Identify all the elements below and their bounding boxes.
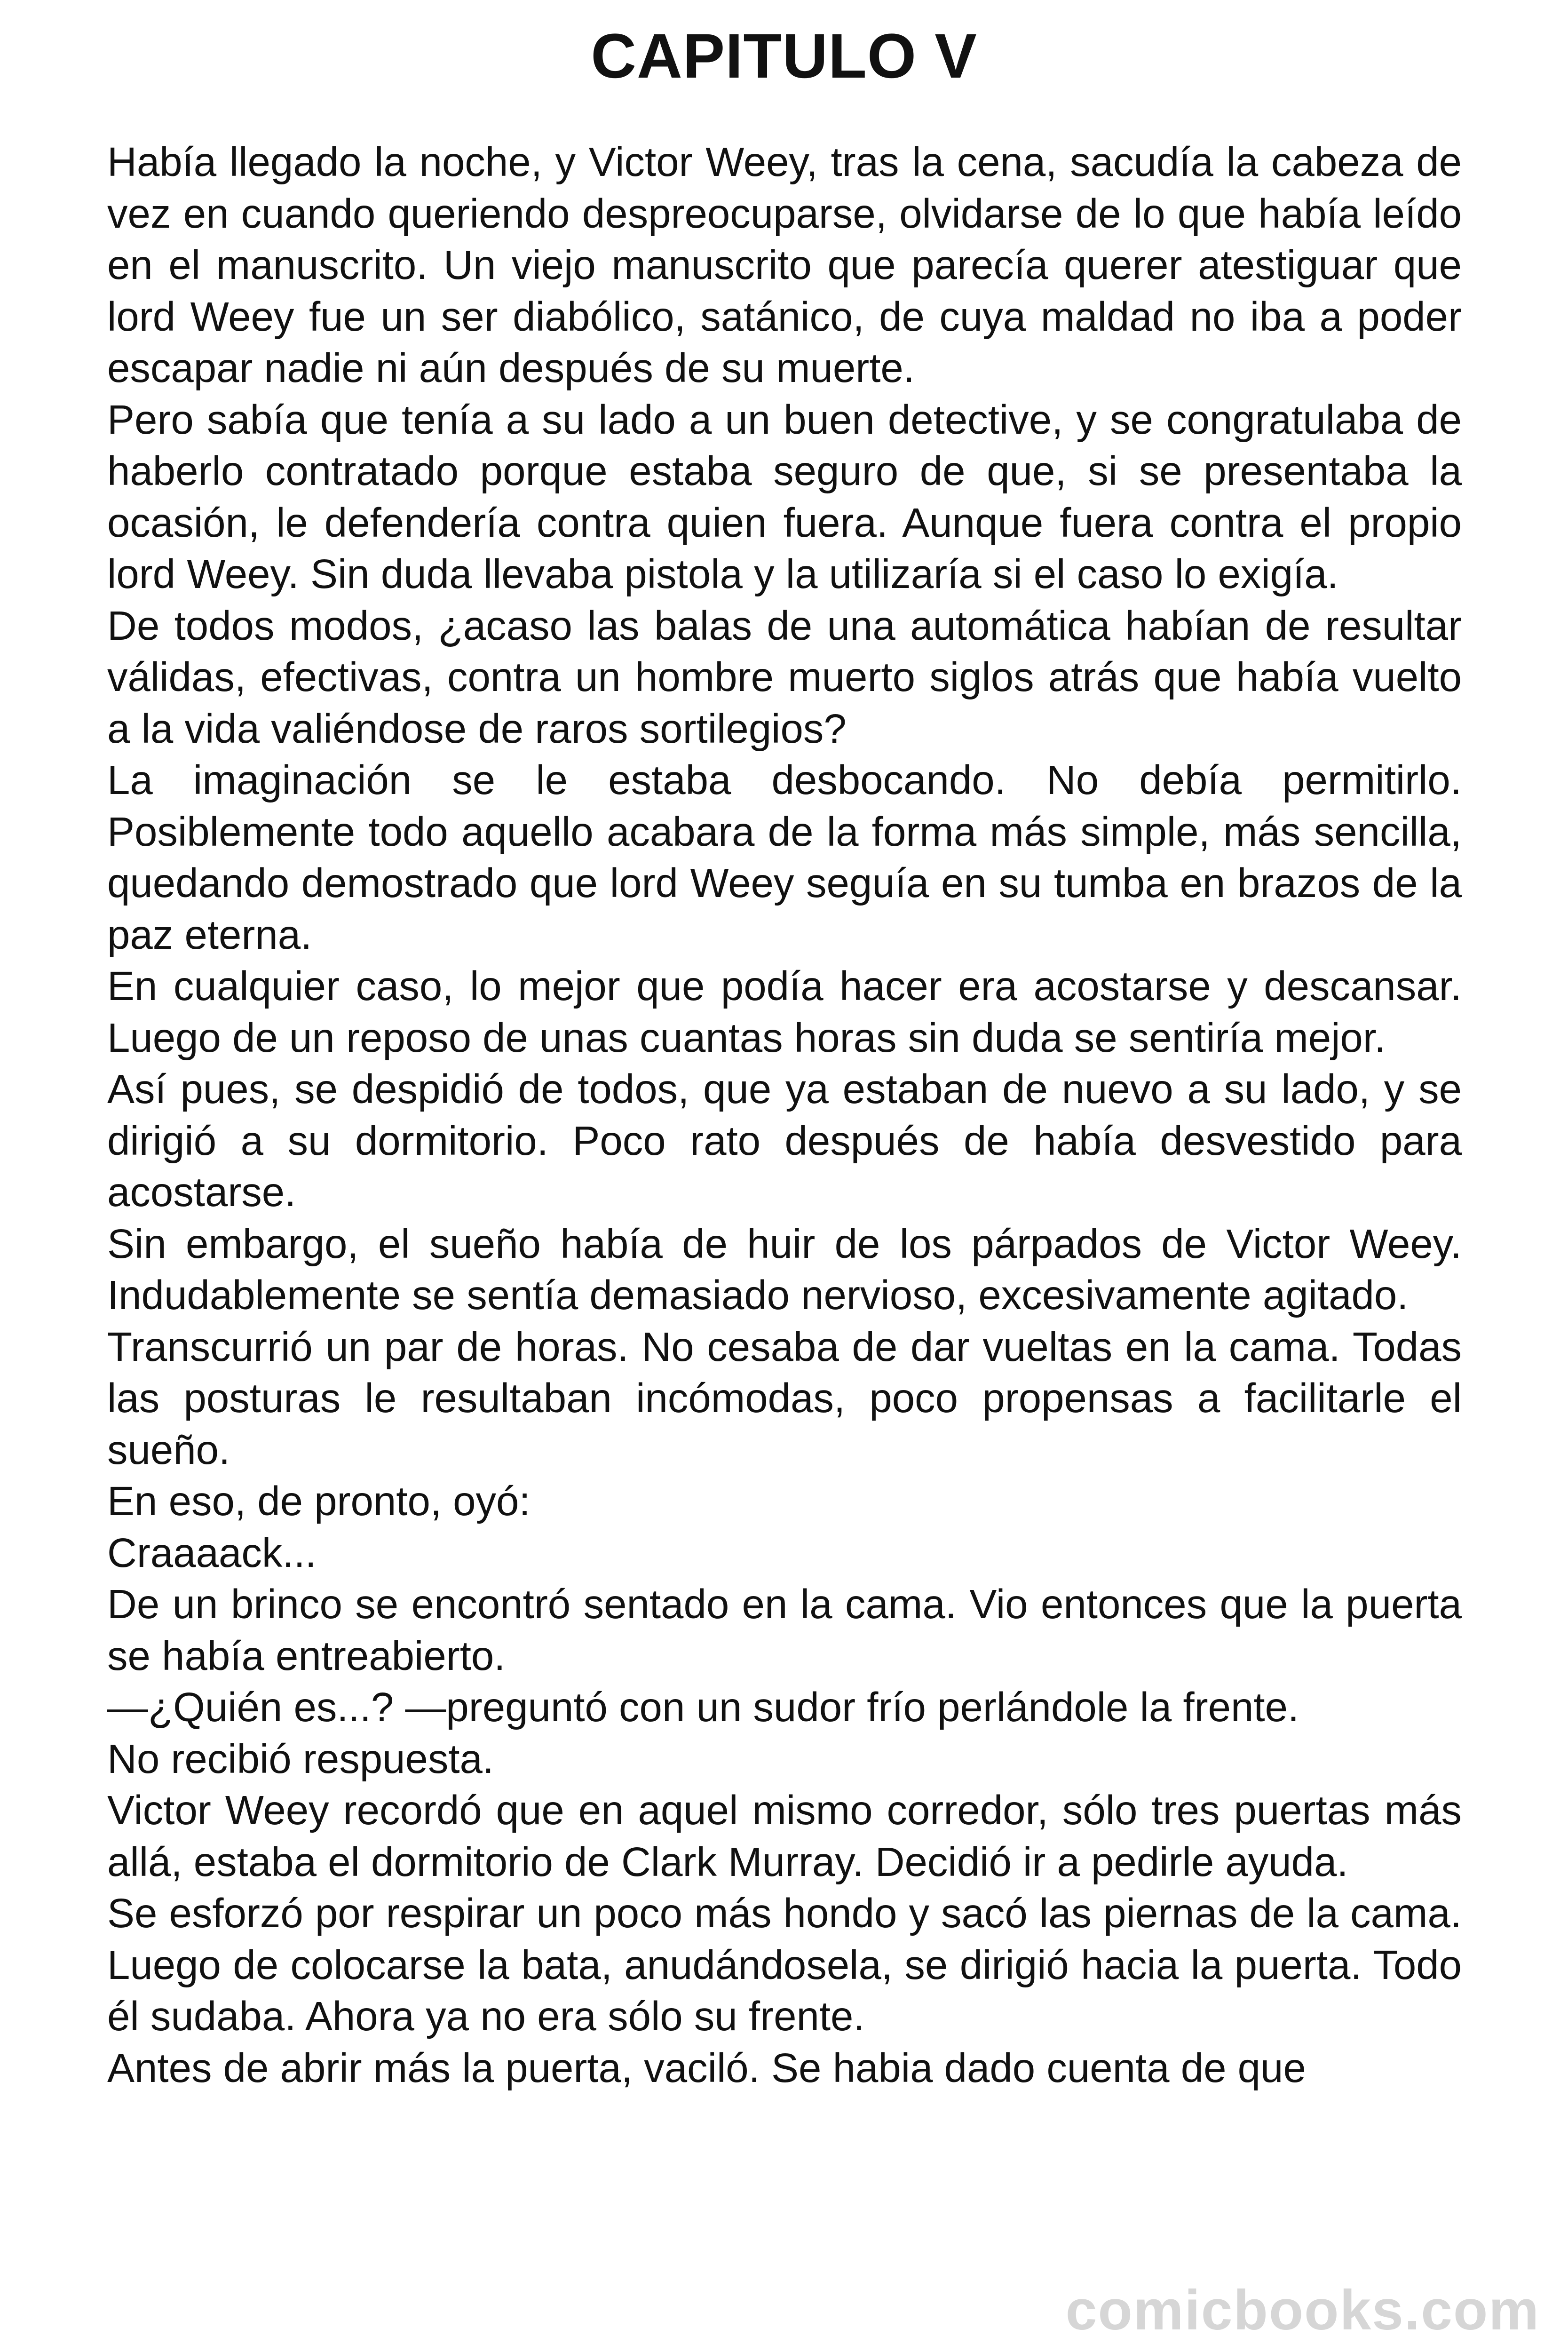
paragraph: De un brinco se encontró sentado en la cama. Vio entonces que la puerta se había entreabierto. bbox=[107, 1581, 1462, 1679]
paragraph: La imaginación se le estaba desbocando. No debía permitirlo. Posiblemente todo aquello acabara de la forma más simple, más sencilla, quedando demostrado que lord Weey seguía en su tumba en brazos de la paz eterna. bbox=[107, 757, 1462, 958]
paragraph: Sin embargo, el sueño había de huir de los párpados de Victor Weey. Indudablemente se sentía demasiado nervioso, excesivamente agitado. bbox=[107, 1221, 1462, 1318]
paragraph: En eso, de pronto, oyó: bbox=[107, 1478, 531, 1524]
paragraph: No recibió respuesta. bbox=[107, 1736, 494, 1782]
paragraph: Craaaack... bbox=[107, 1530, 317, 1576]
paragraph: Había llegado la noche, y Victor Weey, tras la cena, sacudía la cabeza de vez en cuando queriendo despreocuparse, olvidarse de lo que había leído en el manuscrito. Un viejo manuscrito que parecía querer atestiguar que lord Weey fue un ser diabólico, satánico, de cuya maldad no iba a poder escapar nadie ni aún después de su muerte. bbox=[107, 139, 1462, 391]
paragraph: En cualquier caso, lo mejor que podía hacer era acostarse y descansar. Luego de un reposo de unas cuantas horas sin duda se sentiría mejor. bbox=[107, 963, 1462, 1061]
paragraph: Se esforzó por respirar un poco más hondo y sacó las piernas de la cama. Luego de colocarse la bata, anudándosela, se dirigió hacia la puerta. Todo él sudaba. Ahora ya no era sólo su frente. bbox=[107, 1891, 1462, 2039]
paragraph: De todos modos, ¿acaso las balas de una automática habían de resultar válidas, efectivas, contra un hombre muerto siglos atrás que había vuelto a la vida valiéndose de raros sortilegios? bbox=[107, 603, 1462, 752]
chapter-title: CAPITULO V bbox=[591, 21, 977, 91]
paragraph: Así pues, se despidió de todos, que ya estaban de nuevo a su lado, y se dirigió a su dormitorio. Poco rato después de había desvestido para acostarse. bbox=[107, 1066, 1462, 1215]
watermark: comicbooks.com bbox=[1065, 2279, 1540, 2342]
paragraph: Pero sabía que tenía a su lado a un buen detective, y se congratulaba de haberlo contratado porque estaba seguro de que, si se presentaba la ocasión, le defendería contra quien fuera. Aunque fuera contra el propio lord Weey. Sin duda llevaba pistola y la utilizaría si el caso lo exigía. bbox=[107, 397, 1462, 597]
paragraph: Victor Weey recordó que en aquel mismo corredor, sólo tres puertas más allá, estaba el dormitorio de Clark Murray. Decidió ir a pedirle ayuda. bbox=[107, 1788, 1462, 1885]
paragraph: Antes de abrir más la puerta, vaciló. Se habia dado cuenta de que bbox=[107, 2045, 1306, 2091]
body-text bbox=[107, 136, 1462, 2094]
paragraph: Transcurrió un par de horas. No cesaba de dar vueltas en la cama. Todas las posturas le resultaban incómodas, poco propensas a facilitarle el sueño. bbox=[107, 1324, 1462, 1473]
paragraph: —¿Quién es...? —preguntó con un sudor frío perlándole la frente. bbox=[107, 1685, 1299, 1730]
